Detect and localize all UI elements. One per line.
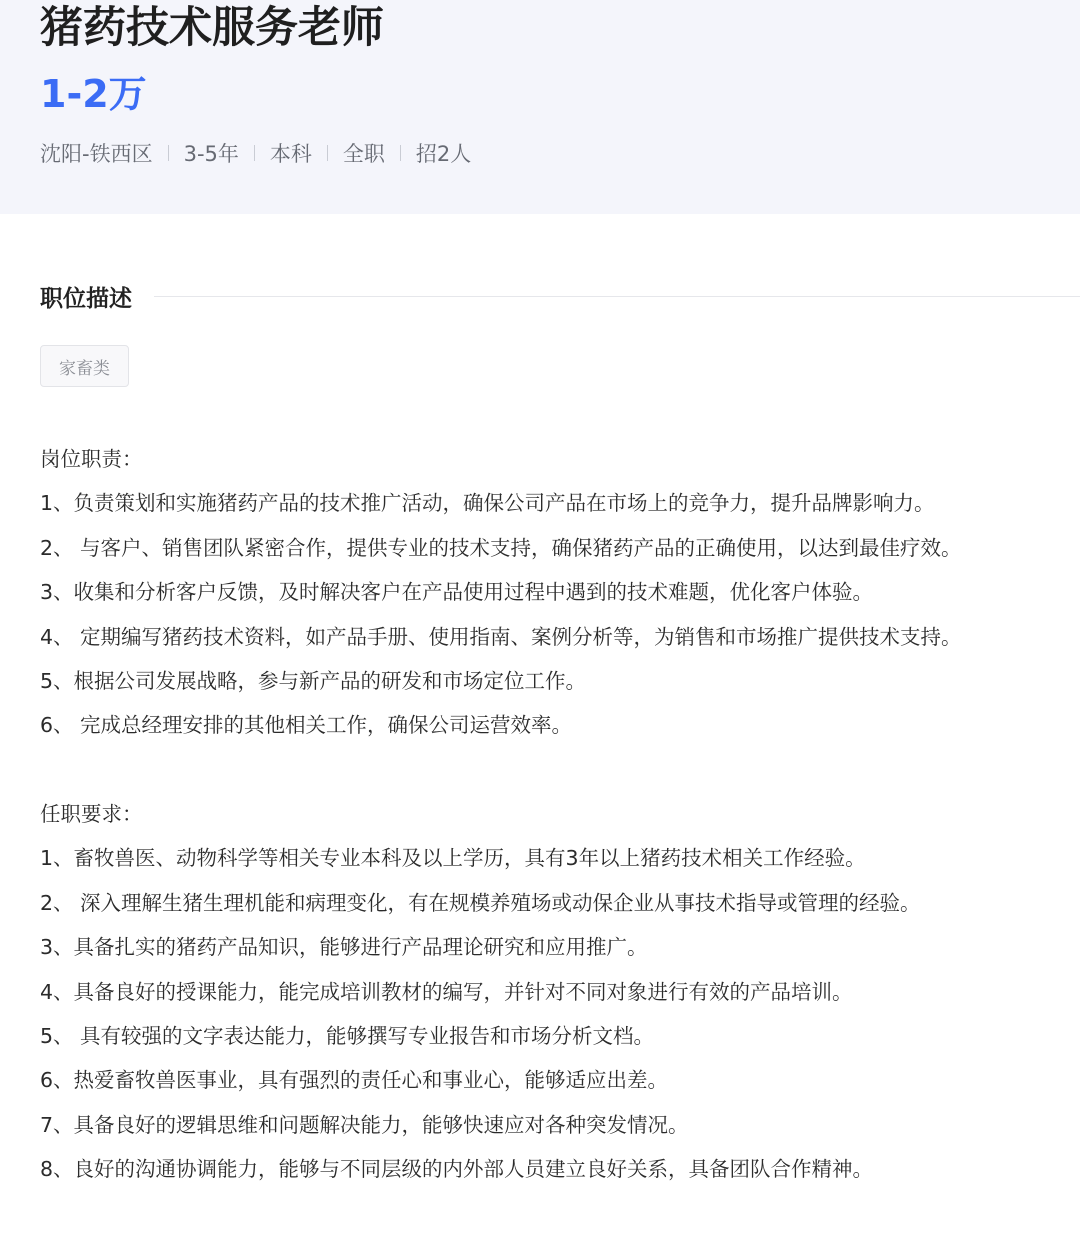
list-item: 1、负责策划和实施猪药产品的技术推广活动，确保公司产品在市场上的竞争力，提升品牌影响力。 <box>40 491 935 516</box>
list-item: 2、 与客户、销售团队紧密合作，提供专业的技术支持，确保猪药产品的正确使用，以达到最佳疗效。 <box>40 535 962 560</box>
requirements-block <box>40 792 1070 1192</box>
list-item: 7、具备良好的逻辑思维和问题解决能力，能够快速应对各种突发情况。 <box>40 1112 689 1137</box>
list-item: 2、 深入理解生猪生理机能和病理变化，有在规模养殖场或动保企业从事技术指导或管理的经验。 <box>40 890 921 915</box>
list-item: 3、具备扎实的猪药产品知识，能够进行产品理论研究和应用推广。 <box>40 935 648 960</box>
list-item: 8、良好的沟通协调能力，能够与不同层级的内外部人员建立良好关系，具备团队合作精神。 <box>40 1157 874 1182</box>
job-header <box>0 0 1080 214</box>
salary: 1-2万 <box>40 72 147 116</box>
meta-divider <box>168 145 169 161</box>
list-item: 3、收集和分析客户反馈，及时解决客户在产品使用过程中遇到的技术难题，优化客户体验。 <box>40 580 874 605</box>
list-item: 6、 完成总经理安排的其他相关工作，确保公司运营效率。 <box>40 713 573 738</box>
meta-divider <box>400 145 401 161</box>
list-item: 1、畜牧兽医、动物科学等相关专业本科及以上学历，具有3年以上猪药技术相关工作经验。 <box>40 846 866 871</box>
job-location: 沈阳-铁西区 <box>40 142 153 166</box>
job-title: 猪药技术服务老师 <box>40 3 384 53</box>
duties-block <box>40 437 1070 748</box>
job-headcount: 招2人 <box>415 142 472 166</box>
category-tag: 家畜类 <box>40 345 129 387</box>
section-header <box>40 276 1080 316</box>
meta-divider <box>327 145 328 161</box>
duties-heading: 岗位职责： <box>40 447 143 471</box>
list-item: 6、热爱畜牧兽医事业，具有强烈的责任心和事业心，能够适应出差。 <box>40 1068 669 1093</box>
list-item: 4、 定期编写猪药技术资料，如产品手册、使用指南、案例分析等，为销售和市场推广提供技术支持。 <box>40 624 962 649</box>
list-item: 5、根据公司发展战略，参与新产品的研发和市场定位工作。 <box>40 668 587 693</box>
job-experience: 3-5年 <box>183 142 239 166</box>
section-title: 职位描述 <box>40 285 132 312</box>
requirements-heading: 任职要求： <box>40 802 143 826</box>
meta-divider <box>254 145 255 161</box>
job-education: 本科 <box>269 142 312 166</box>
list-item: 4、具备良好的授课能力，能完成培训教材的编写，并针对不同对象进行有效的产品培训。 <box>40 979 853 1004</box>
section-divider <box>154 296 1080 297</box>
job-meta <box>40 136 471 170</box>
list-item: 5、 具有较强的文字表达能力，能够撰写专业报告和市场分析文档。 <box>40 1023 655 1048</box>
job-type: 全职 <box>342 142 385 166</box>
